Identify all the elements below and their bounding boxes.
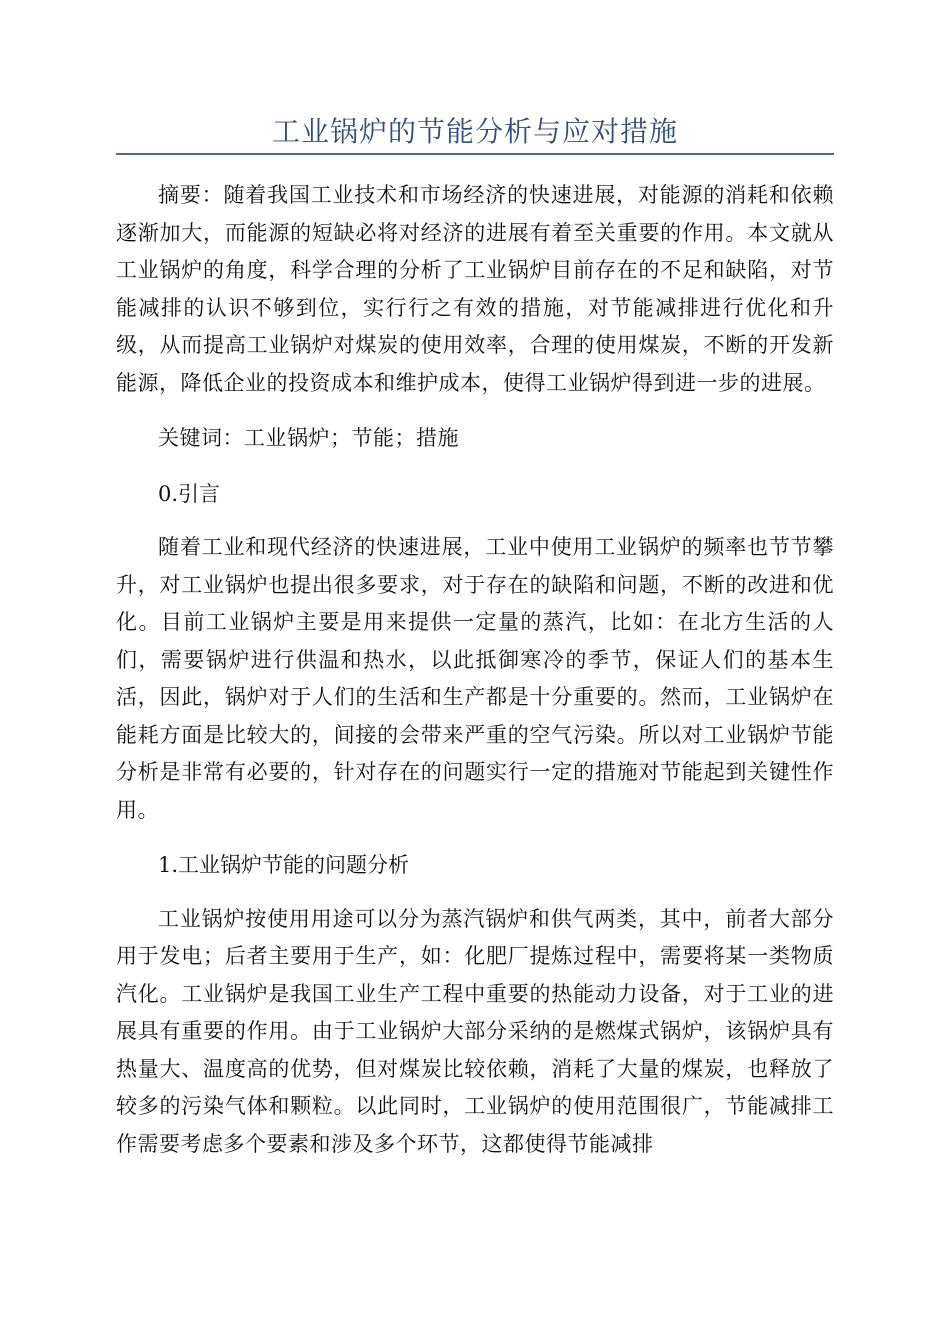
title-underline: [116, 153, 834, 155]
abstract-paragraph: 摘要：随着我国工业技术和市场经济的快速进展，对能源的消耗和依赖逐渐加大，而能源的短缺必将对经济的进展有着至关重要的作用。本文就从工业锅炉的角度，科学合理的分析了工业锅炉目前存在的不足和缺陷，对节能减排的认识不够到位，实行行之有效的措施，对节能减排进行优化和升级，从而提高工业锅炉对煤炭的使用效率，合理的使用煤炭，不断的开发新能源，降低企业的投资成本和维护成本，使得工业锅炉得到进一步的进展。: [116, 183, 834, 395]
intro-heading: 0.引言: [158, 481, 221, 506]
document-title: 工业锅炉的节能分析与应对措施: [271, 115, 678, 148]
section1-paragraph: 工业锅炉按使用用途可以分为蒸汽锅炉和供气两类，其中，前者大部分用于发电；后者主要用于生产，如：化肥厂提炼过程中，需要将某一类物质汽化。工业锅炉是我国工业生产工程中重要的热能动力设备，对于工业的进展具有重要的作用。由于工业锅炉大部分采纳的是燃煤式锅炉，该锅炉具有热量大、温度高的优势，但对煤炭比较依赖，消耗了大量的煤炭，也释放了较多的污染气体和颗粒。以此同时，工业锅炉的使用范围很广，节能减排工作需要考虑多个要素和涉及多个环节，这都使得节能减排: [116, 906, 834, 1156]
document-page: [116, 0, 834, 1344]
section1-heading: 1.工业锅炉节能的问题分析: [158, 853, 410, 877]
keywords-line: 关键词：工业锅炉；节能；措施: [158, 426, 459, 450]
intro-paragraph: 随着工业和现代经济的快速进展，工业中使用工业锅炉的频率也节节攀升，对工业锅炉也提出很多要求，对于存在的缺陷和问题，不断的改进和优化。目前工业锅炉主要是用来提供一定量的蒸汽，比如：在北方生活的人们，需要锅炉进行供温和热水，以此抵御寒冷的季节，保证人们的基本生活，因此，锅炉对于人们的生活和生产都是十分重要的。然而，工业锅炉在能耗方面是比较大的，间接的会带来严重的空气污染。所以对工业锅炉节能分析是非常有必要的，针对存在的问题实行一定的措施对节能起到关键性作用。: [116, 535, 834, 822]
